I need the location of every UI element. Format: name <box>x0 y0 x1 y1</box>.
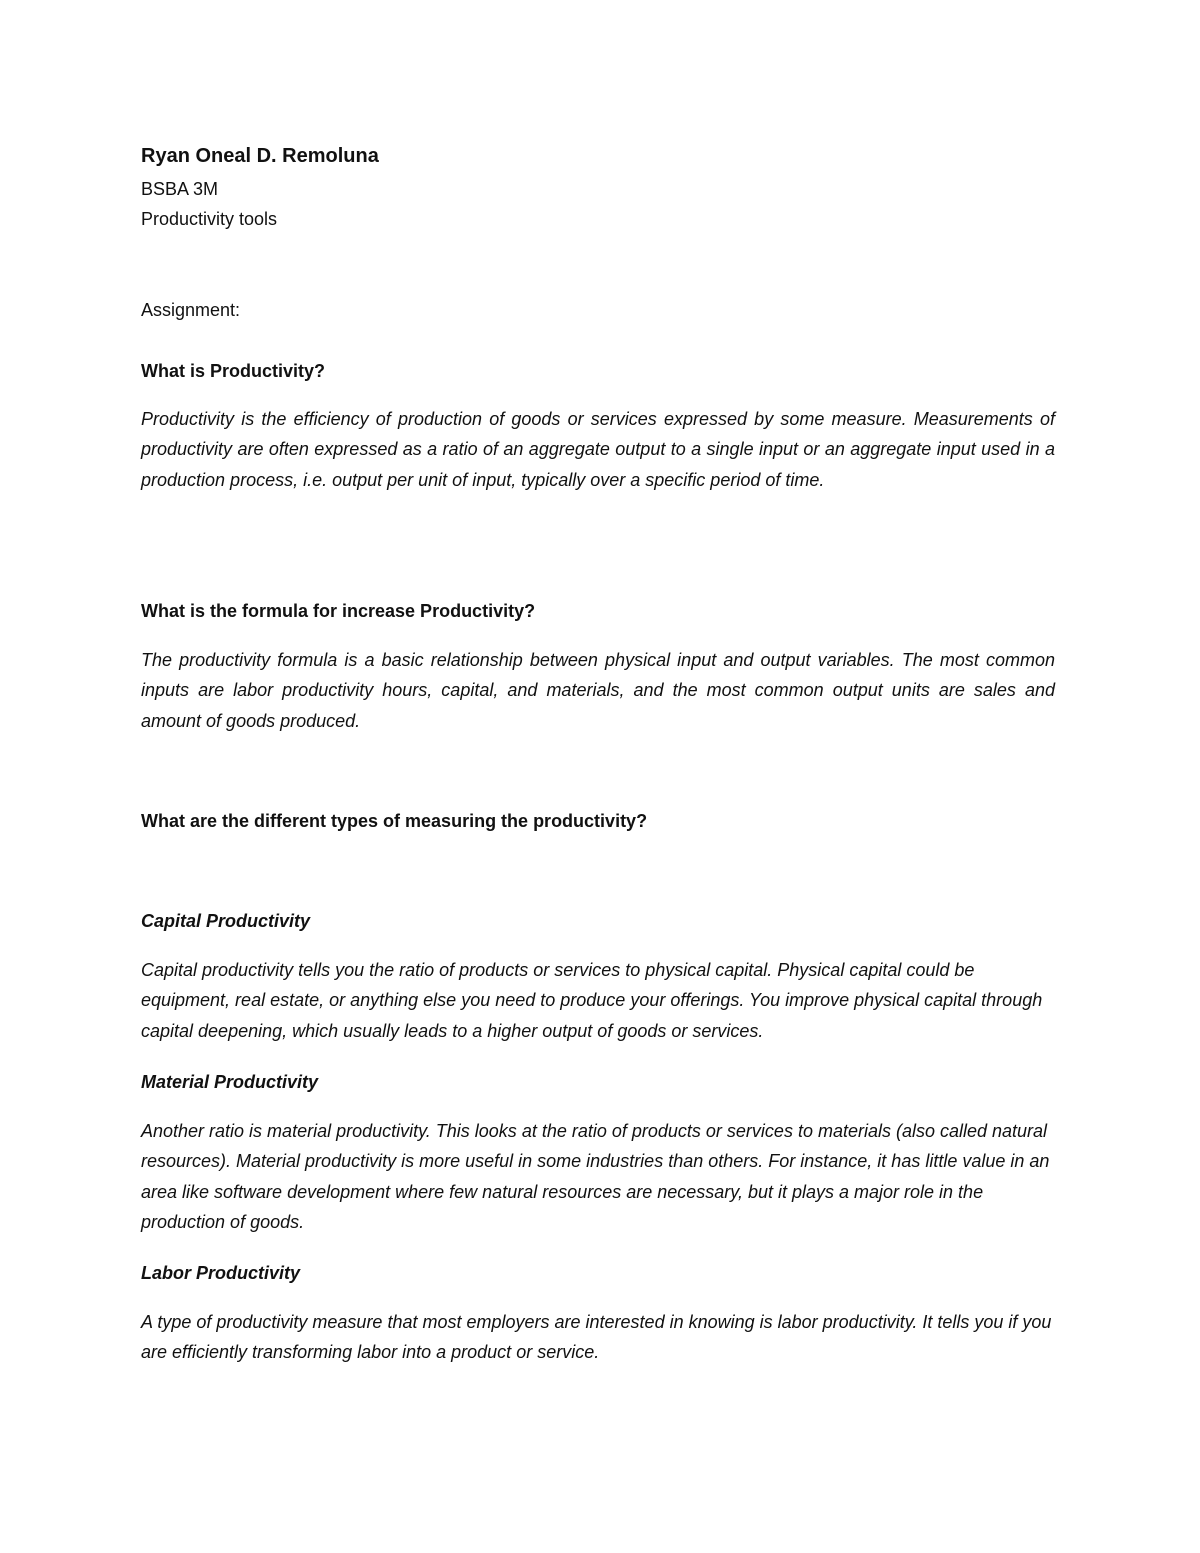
assignment-label: Assignment: <box>141 300 241 320</box>
labor-productivity-heading: Labor Productivity <box>141 1263 301 1283</box>
course-label: Productivity tools <box>141 209 278 229</box>
question-2-answer: The productivity formula is a basic relationship between physical input and output variables. The most common inputs are labor productivity hours, capital, and materials, and the most common output units are sales and amount of goods produced. <box>141 650 1055 731</box>
labor-productivity-text: A type of productivity measure that most employers are interested in knowing is labor productivity. It tells you if you are efficiently transforming labor into a product or service. <box>141 1312 1052 1363</box>
question-3-heading: What are the different types of measuring the productivity? <box>141 811 648 831</box>
author-name: Ryan Oneal D. Remoluna <box>141 145 379 167</box>
capital-productivity-heading: Capital Productivity <box>141 911 311 931</box>
question-1-heading: What is Productivity? <box>141 361 326 381</box>
section-label: BSBA 3M <box>141 179 219 199</box>
question-1-answer: Productivity is the efficiency of production of goods or services expressed by some measure. Measurements of productivity are often expressed as a ratio of an aggregate output to a single input or an aggregate input used in a production process, i.e. output per unit of input, typically over a specific period of time. <box>141 409 1055 490</box>
material-productivity-text: Another ratio is material productivity. This looks at the ratio of products or services to materials (also called natural resources). Material productivity is more useful in some industries than others. For instance, it has little value in an area like software development where few natural resources are necessary, but it plays a major role in the production of goods. <box>141 1121 1050 1232</box>
capital-productivity-text: Capital productivity tells you the ratio of products or services to physical capital. Physical capital could be equipment, real estate, or anything else you need to produce your offerings. You improve physical capital through capital deepening, which usually leads to a higher output of goods or services. <box>141 960 1043 1041</box>
material-productivity-heading: Material Productivity <box>141 1072 319 1092</box>
question-2-heading: What is the formula for increase Productivity? <box>141 601 536 621</box>
document-page <box>141 0 1055 1553</box>
